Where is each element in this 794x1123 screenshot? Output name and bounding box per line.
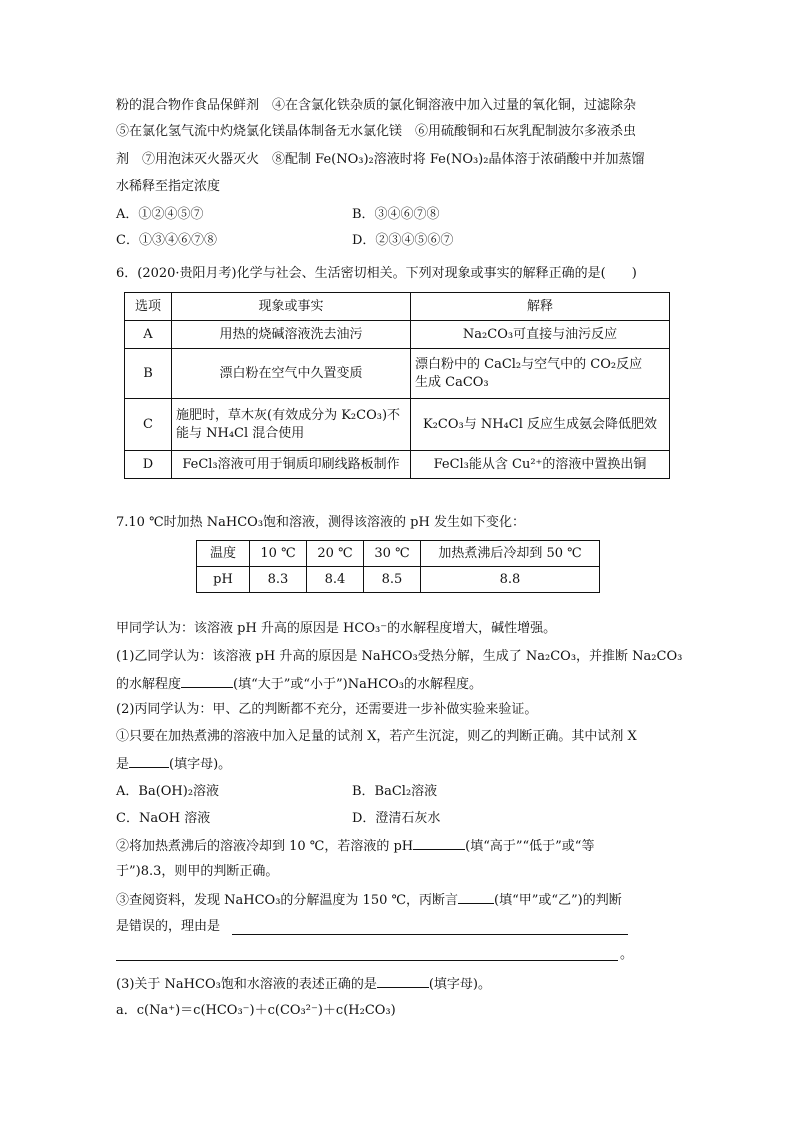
q7-header-temp: 温度 [197, 541, 250, 567]
q6-row-b-fact: 漂白粉在空气中久置变质 [172, 349, 411, 399]
q7-option-d: D．澄清石灰水 [352, 811, 441, 826]
q6-row-c-option: C [125, 399, 172, 451]
q7-header-boil: 加热煮沸后冷却到 50 ℃ [421, 541, 600, 567]
q6-stem: 6．(2020·贵阳月考)化学与社会、生活密切相关。下列对现象或事实的解释正确的是( ) [116, 266, 637, 281]
q6-table [124, 292, 670, 479]
part2-3-pre: ③查阅资料，发现 NaHCO₃的分解温度为 150 ℃，丙断言 [116, 893, 459, 908]
part3-post: (填字母)。 [428, 977, 491, 992]
q7-option-a: A．Ba(OH)₂溶液 [116, 784, 220, 799]
line-4: 水稀释至指定浓度 [116, 179, 221, 194]
part2-3-line2: 是错误的，理由是 [116, 919, 221, 934]
part3-pre: (3)关于 NaHCO₃饱和水溶液的表述正确的是 [116, 977, 377, 992]
line-3: 剂 ⑦用泡沫灭火器灭火 ⑧配制 Fe(NO₃)₂溶液时将 Fe(NO₃)₂晶体溶于浓硝酸中并加蒸馏 [116, 152, 645, 167]
answer-blank-1[interactable] [181, 675, 233, 688]
line-1: 粉的混合物作食品保鲜剂 ④在含氯化铁杂质的氯化铜溶液中加入过量的氧化铜，过滤除杂 [116, 98, 637, 113]
q6-row-a-fact: 用热的烧碱溶液洗去油污 [172, 321, 411, 349]
q6-row-d-fact: FeCl₃溶液可用于铜质印刷线路板制作 [172, 451, 411, 479]
part2-1-line2 [116, 755, 231, 774]
q6-row-b-option: B [125, 349, 172, 399]
part1-pre: 的水解程度 [116, 677, 182, 692]
q6-row-d-explanation: FeCl₃能从含 Cu²⁺的溶液中置换出铜 [411, 451, 670, 479]
q6-row-d-option: D [125, 451, 172, 479]
q6-row-c-fact-1: 施肥时，草木灰(有效成分为 K₂CO₃)不 [176, 407, 401, 423]
part2-2-line2: 于”)8.3，则甲的判断正确。 [116, 864, 279, 879]
part2-1-post: (填字母)。 [169, 757, 232, 772]
q6-row-a-option: A [125, 321, 172, 349]
q6-row-a-explanation: Na₂CO₃可直接与油污反应 [411, 321, 670, 349]
q7-header-10: 10 ℃ [250, 541, 307, 567]
answer-line-reason-1[interactable] [232, 934, 628, 935]
part2-3-post: (填“甲”或“乙”)的判断 [494, 893, 622, 908]
part3-option-a: a．c(Na⁺)＝c(HCO₃⁻)＋c(CO₃²⁻)＋c(H₂CO₃) [116, 1003, 396, 1018]
answer-blank-3[interactable] [413, 837, 465, 850]
part2-2-post: (填“高于”“低于”或“等 [465, 839, 595, 854]
part2-intro: (2)丙同学认为：甲、乙的判断都不充分，还需要进一步补做实验来验证。 [116, 702, 538, 717]
part1-line2 [116, 675, 482, 694]
q7-stem: 7.10 ℃时加热 NaHCO₃饱和溶液，测得该溶液的 pH 发生如下变化： [116, 515, 525, 530]
q5-option-c: C．①③④⑥⑦⑧ [116, 233, 217, 248]
q6-header-explanation: 解释 [411, 293, 670, 321]
q6-row-c-fact-2: 能与 NH₄Cl 混合使用 [176, 425, 305, 441]
part2-2-line1 [116, 837, 594, 856]
answer-blank-5[interactable] [377, 975, 429, 988]
q6-row-b-explanation-1: 漂白粉中的 CaCl₂与空气中的 CO₂反应 [415, 356, 643, 372]
q7-option-c: C．NaOH 溶液 [116, 811, 211, 826]
q6-row-c-explanation: K₂CO₃与 NH₄Cl 反应生成氨会降低肥效 [411, 399, 670, 451]
line-2: ⑤在氯化氢气流中灼烧氯化镁晶体制备无水氯化镁 ⑥用硫酸铜和石灰乳配制波尔多液杀虫 [116, 124, 637, 139]
q7-header-30: 30 ℃ [364, 541, 421, 567]
q7-option-b: B．BaCl₂溶液 [352, 784, 438, 799]
answer-blank-4[interactable] [458, 891, 494, 904]
q7-value-label: pH [197, 567, 250, 593]
q6-row-b-explanation [411, 349, 670, 399]
q5-option-d: D．②③④⑤⑥⑦ [352, 233, 454, 248]
q7-header-20: 20 ℃ [307, 541, 364, 567]
part2-3-line1 [116, 891, 622, 910]
q7-value-10: 8.3 [250, 567, 307, 593]
q6-header-fact: 现象或事实 [172, 293, 411, 321]
q5-option-b: B．③④⑥⑦⑧ [352, 207, 440, 222]
reason-period: 。 [620, 947, 634, 962]
part2-1-pre: 是 [116, 757, 130, 772]
q7-value-20: 8.4 [307, 567, 364, 593]
q6-header-option: 选项 [125, 293, 172, 321]
q6-row-b-explanation-2: 生成 CaCO₃ [415, 374, 489, 390]
jia-statement: 甲同学认为：该溶液 pH 升高的原因是 HCO₃⁻的水解程度增大，碱性增强。 [116, 621, 557, 636]
q5-option-a: A．①②④⑤⑦ [116, 207, 204, 222]
q7-ph-table [196, 540, 600, 593]
q7-value-30: 8.5 [364, 567, 421, 593]
answer-blank-2[interactable] [129, 755, 169, 768]
q7-value-boil: 8.8 [421, 567, 600, 593]
answer-line-reason-2[interactable] [116, 960, 618, 961]
q6-row-c-fact [172, 399, 411, 451]
part1-line1: (1)乙同学认为：该溶液 pH 升高的原因是 NaHCO₃受热分解，生成了 Na₂CO₃，并推断 Na₂CO₃ [116, 649, 683, 664]
part2-2-pre: ②将加热煮沸后的溶液冷却到 10 ℃，若溶液的 pH [116, 839, 414, 854]
part1-post: (填“大于”或“小于”)NaHCO₃的水解程度。 [233, 677, 483, 692]
part3-line [116, 975, 491, 994]
part2-1-line1: ①只要在加热煮沸的溶液中加入足量的试剂 X，若产生沉淀，则乙的判断正确。其中试剂 X [116, 729, 637, 744]
